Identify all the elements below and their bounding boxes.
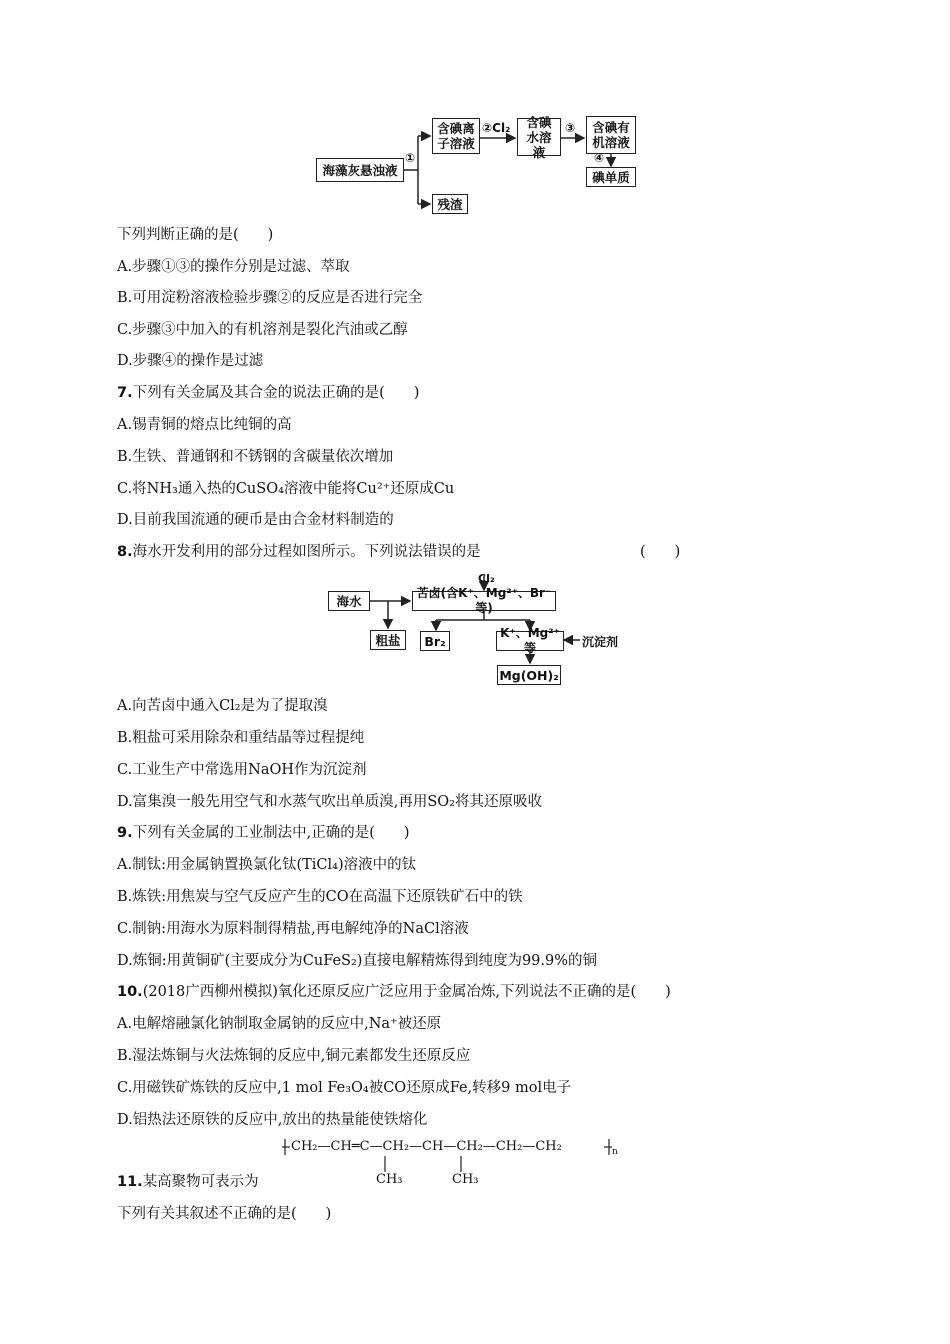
brine-box: 苦卤(含K⁺、Mg²⁺、Br⁻等) xyxy=(412,591,556,611)
q11-stem-text: 某高聚物可表示为 xyxy=(142,1174,259,1190)
cl2-label: Cl₂ xyxy=(478,572,495,585)
q7-option-b: B.生铁、普通钢和不锈钢的含碳量依次增加 xyxy=(117,449,394,465)
bromine-box: Br₂ xyxy=(420,631,450,651)
q8-option-b: B.粗盐可采用除杂和重结晶等过程提纯 xyxy=(117,730,365,746)
q6-option-d: D.步骤④的操作是过滤 xyxy=(117,353,264,369)
q10-stem-text: (2018广西柳州模拟)氧化还原反应广泛应用于金属冶炼,下列说法不正确的是( ) xyxy=(142,984,671,1000)
q6-option-c: C.步骤③中加入的有机溶剂是裂化汽油或乙醇 xyxy=(117,322,408,338)
residue-box: 残渣 xyxy=(432,194,468,214)
iodine-water-box: 含碘水溶液 xyxy=(517,118,561,156)
q9-stem-text: 下列有关金属的工业制法中,正确的是( ) xyxy=(132,825,410,841)
q10-option-b: B.湿法炼铜与火法炼铜的反应中,铜元素都发生还原反应 xyxy=(117,1048,471,1064)
crude-salt-box: 粗盐 xyxy=(370,630,406,650)
q6-option-a: A.步骤①③的操作分别是过滤、萃取 xyxy=(117,259,350,275)
step4-label: ④ xyxy=(594,151,605,165)
polymer-main-chain: CH₂—CH═C—CH₂—CH—CH₂—CH₂—CH₂ xyxy=(291,1139,562,1154)
step3-label: ③ xyxy=(565,121,576,135)
q8-option-c: C.工业生产中常选用NaOH作为沉淀剂 xyxy=(117,762,367,778)
q8-stem-text: 海水开发利用的部分过程如图所示。下列说法错误的是 xyxy=(132,544,481,560)
precipitant-label: 沉淀剂 xyxy=(582,635,619,649)
q7-option-d: D.目前我国流通的硬币是由合金材料制造的 xyxy=(117,512,394,528)
k-mg-box: K⁺、Mg²⁺等 xyxy=(496,631,564,651)
q6-stem: 下列判断正确的是( ) xyxy=(117,227,274,243)
q9-option-b: B.炼铁:用焦炭与空气反应产生的CO在高温下还原铁矿石中的铁 xyxy=(117,889,523,905)
step2-label: ②Cl₂ xyxy=(482,121,511,135)
q8-answer-paren: ( ) xyxy=(640,544,681,560)
seawater-box: 海水 xyxy=(328,591,370,611)
mg-hydroxide-box: Mg(OH)₂ xyxy=(497,665,561,685)
q10-option-d: D.铝热法还原铁的反应中,放出的热量能使铁熔化 xyxy=(117,1112,428,1128)
q7-option-c: C.将NH₃通入热的CuSO₄溶液中能将Cu²⁺还原成Cu xyxy=(117,481,455,497)
seaweed-suspension-box: 海藻灰悬浊液 xyxy=(316,158,404,182)
q8-option-d: D.富集溴一般先用空气和水蒸气吹出单质溴,再用SO₂将其还原吸收 xyxy=(117,794,542,810)
q10-number: 10. xyxy=(117,984,143,1000)
q8-option-a: A.向苦卤中通入Cl₂是为了提取溴 xyxy=(117,698,328,714)
q7-number: 7. xyxy=(117,385,133,401)
q9-option-d: D.炼铜:用黄铜矿(主要成分为CuFeS₂)直接电解精炼得到纯度为99.9%的铜 xyxy=(117,953,598,969)
iodine-element-box: 碘单质 xyxy=(586,167,636,187)
q11-stem xyxy=(117,1172,259,1192)
q7-stem-text: 下列有关金属及其合金的说法正确的是( ) xyxy=(132,385,420,401)
iodide-solution-box: 含碘离子溶液 xyxy=(432,118,480,154)
q6-option-b: B.可用淀粉溶液检验步骤②的反应是否进行完全 xyxy=(117,290,423,306)
q9-option-a: A.制钛:用金属钠置换氯化钛(TiCl₄)溶液中的钛 xyxy=(117,857,417,873)
q11-followup: 下列有关其叙述不正确的是( ) xyxy=(117,1206,332,1222)
q11-number: 11. xyxy=(117,1174,143,1190)
q9-number: 9. xyxy=(117,825,133,841)
q8-number: 8. xyxy=(117,544,133,560)
q9-option-c: C.制钠:用海水为原料制得精盐,再电解纯净的NaCl溶液 xyxy=(117,921,469,937)
q10-option-c: C.用磁铁矿炼铁的反应中,1 mol Fe₃O₄被CO还原成Fe,转移9 mol电子 xyxy=(117,1080,572,1096)
iodine-organic-box: 含碘有机溶液 xyxy=(586,116,636,154)
polymer-subscript-n: n xyxy=(612,1147,618,1157)
step1-label: ① xyxy=(405,151,416,165)
q10-option-a: A.电解熔融氯化钠制取金属钠的反应中,Na⁺被还原 xyxy=(117,1016,442,1032)
q7-option-a: A.锡青铜的熔点比纯铜的高 xyxy=(117,417,292,433)
polymer-methyl-1: CH₃ xyxy=(376,1172,403,1187)
polymer-methyl-2: CH₃ xyxy=(452,1172,479,1187)
